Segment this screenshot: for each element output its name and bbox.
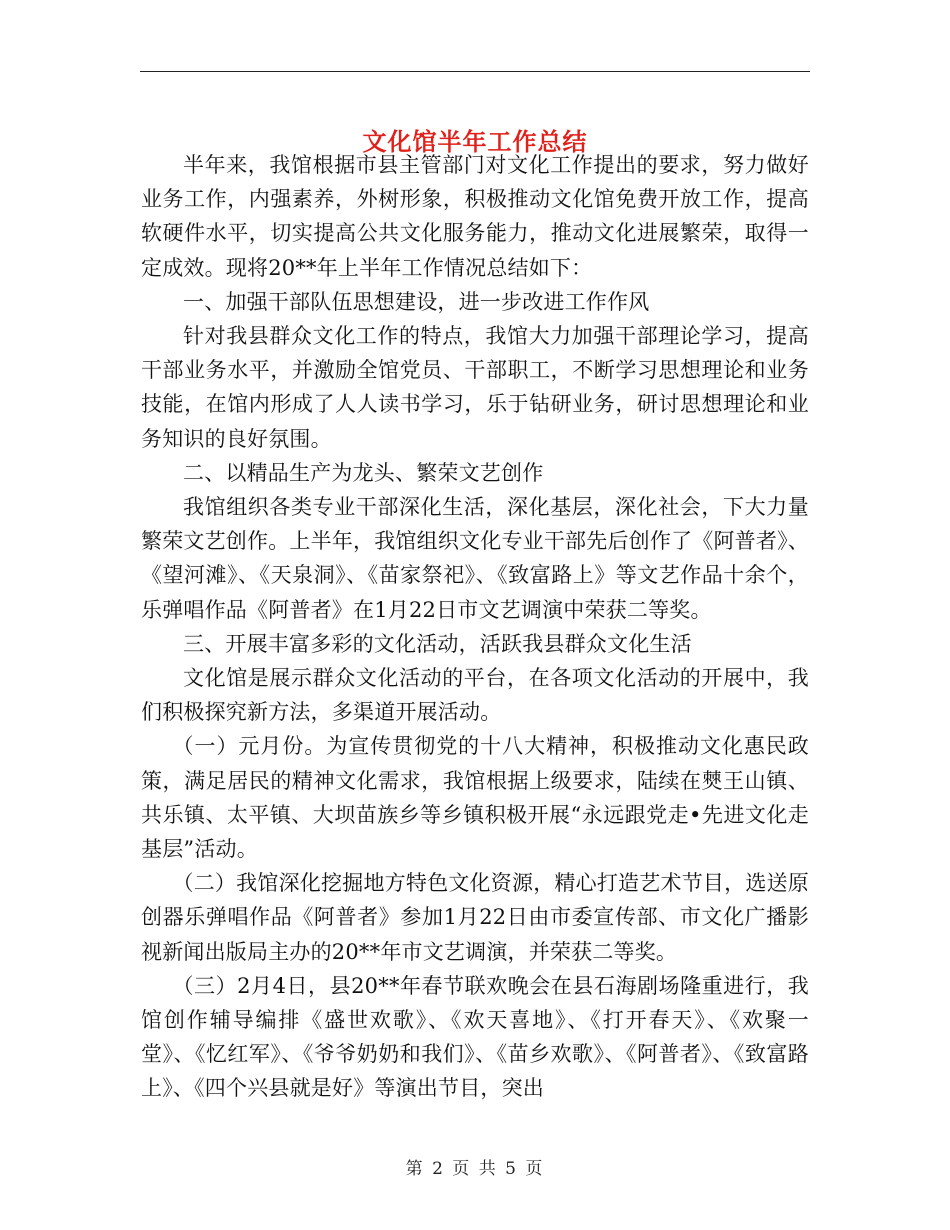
header-rule [140,71,810,72]
section-heading-1: 一、加强干部队伍思想建设，进一步改进工作作风 [183,289,650,314]
subsection-3: （三）2月4日，县20**年春节联欢晚会在县石海剧场隆重进行，我馆创作辅导编排《盛世欢歌》、《欢天喜地》、《打开春天》、《欢聚一堂》、《忆红军》、《爷爷奶奶和我们》、《苗乡欢歌》、《阿普者》、《致富路上》、《四个兴县就是好》等演出节目，突出 [141,973,809,1101]
subsection-1: （一）元月份。为宣传贯彻党的十八大精神，积极推动文化惠民政策，满足居民的精神文化需求，我馆根据上级要求，陆续在僰王山镇、共乐镇、太平镇、大坝苗族乡等乡镇积极开展“永远跟党走•先进文化走基层”活动。 [141,734,809,862]
page-number-footer: 第 2 页 共 5 页 [405,1159,545,1179]
paragraph-section-1: 针对我县群众文化工作的特点，我馆大力加强干部理论学习，提高干部业务水平，并激励全馆党员、干部职工，不断学习思想理论和业务技能，在馆内形成了人人读书学习，乐于钻研业务，研讨思想理论和业务知识的良好氛围。 [141,324,809,451]
section-heading-2: 二、以精品生产为龙头、繁荣文艺创作 [183,460,544,485]
section-heading-3: 三、开展丰富多彩的文化活动，活跃我县群众文化生活 [183,631,692,656]
paragraph-intro: 半年来，我馆根据市县主管部门对文化工作提出的要求，努力做好业务工作，内强素养，外树形象，积极推动文化馆免费开放工作，提高软硬件水平，切实提高公共文化服务能力，推动文化进展繁荣，取得一定成效。现将20**年上半年工作情况总结如下： [141,153,809,280]
subsection-2: （二）我馆深化挖掘地方特色文化资源，精心打造艺术节目，选送原创器乐弹唱作品《阿普者》参加1月22日由市委宣传部、市文化广播影视新闻出版局主办的20**年市文艺调演，并荣获二等奖。 [141,871,809,964]
paragraph-section-2: 我馆组织各类专业干部深化生活，深化基层，深化社会，下大力量繁荣文艺创作。上半年，我馆组织文化专业干部先后创作了《阿普者》、《望河滩》、《天泉洞》、《苗家祭祀》、《致富路上》等文艺作品十余个，乐弹唱作品《阿普者》在1月22日市文艺调演中荣获二等奖。 [141,495,809,622]
document-title: 文化馆半年工作总结 [362,127,588,157]
document-body [141,148,809,1106]
paragraph-section-3: 文化馆是展示群众文化活动的平台，在各项文化活动的开展中，我们积极探究新方法，多渠道开展活动。 [141,666,809,725]
